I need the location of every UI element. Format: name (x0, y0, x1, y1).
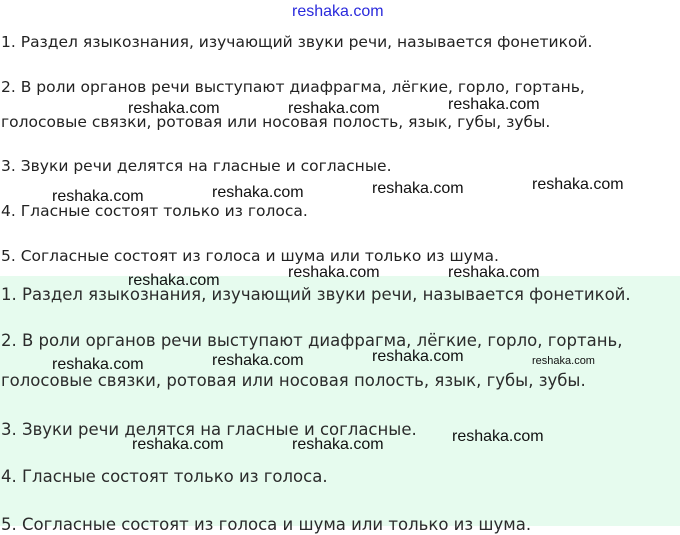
watermark: reshaka.com (212, 184, 304, 201)
watermark: reshaka.com (372, 180, 464, 197)
watermark: reshaka.com (452, 428, 544, 445)
text-line-1: 1. Раздел языкознания, изучающий звуки речи, называется фонетикой. (1, 33, 593, 51)
text-line-4: 3. Звуки речи делятся на гласные и согласные. (1, 157, 392, 175)
text-line-4: 3. Звуки речи делятся на гласные и согласные. (1, 420, 417, 439)
watermark-small: reshaka.com (532, 355, 595, 367)
text-line-5: 4. Гласные состоят только из голоса. (1, 202, 308, 220)
watermark: reshaka.com (52, 356, 144, 373)
text-line-6: 5. Согласные состоят из голоса и шума или только из шума. (1, 515, 532, 534)
watermark: reshaka.com (132, 436, 224, 453)
watermark: reshaka.com (212, 352, 304, 369)
text-line-2: 2. В роли органов речи выступают диафрагма, лёгкие, горло, гортань, (1, 331, 623, 350)
text-line-1: 1. Раздел языкознания, изучающий звуки речи, называется фонетикой. (1, 285, 631, 304)
watermark: reshaka.com (292, 436, 384, 453)
watermark: reshaka.com (128, 100, 220, 117)
watermark: reshaka.com (52, 188, 144, 205)
watermark: reshaka.com (448, 264, 540, 281)
watermark: reshaka.com (448, 96, 540, 113)
watermark: reshaka.com (128, 272, 220, 289)
answer-panel-bottom (0, 276, 680, 534)
text-line-3: голосовые связки, ротовая или носовая полость, язык, губы, зубы. (1, 113, 551, 131)
watermark: reshaka.com (372, 348, 464, 365)
watermark: reshaka.com (288, 264, 380, 281)
watermark: reshaka.com (288, 100, 380, 117)
text-line-3: голосовые связки, ротовая или носовая полость, язык, губы, зубы. (1, 371, 586, 390)
watermark: reshaka.com (532, 176, 624, 193)
watermark-header: reshaka.com (292, 3, 384, 20)
text-line-6: 5. Согласные состоят из голоса и шума или только из шума. (1, 247, 499, 265)
text-line-2: 2. В роли органов речи выступают диафрагма, лёгкие, горло, гортань, (1, 78, 585, 96)
text-line-5: 4. Гласные состоят только из голоса. (1, 467, 328, 486)
